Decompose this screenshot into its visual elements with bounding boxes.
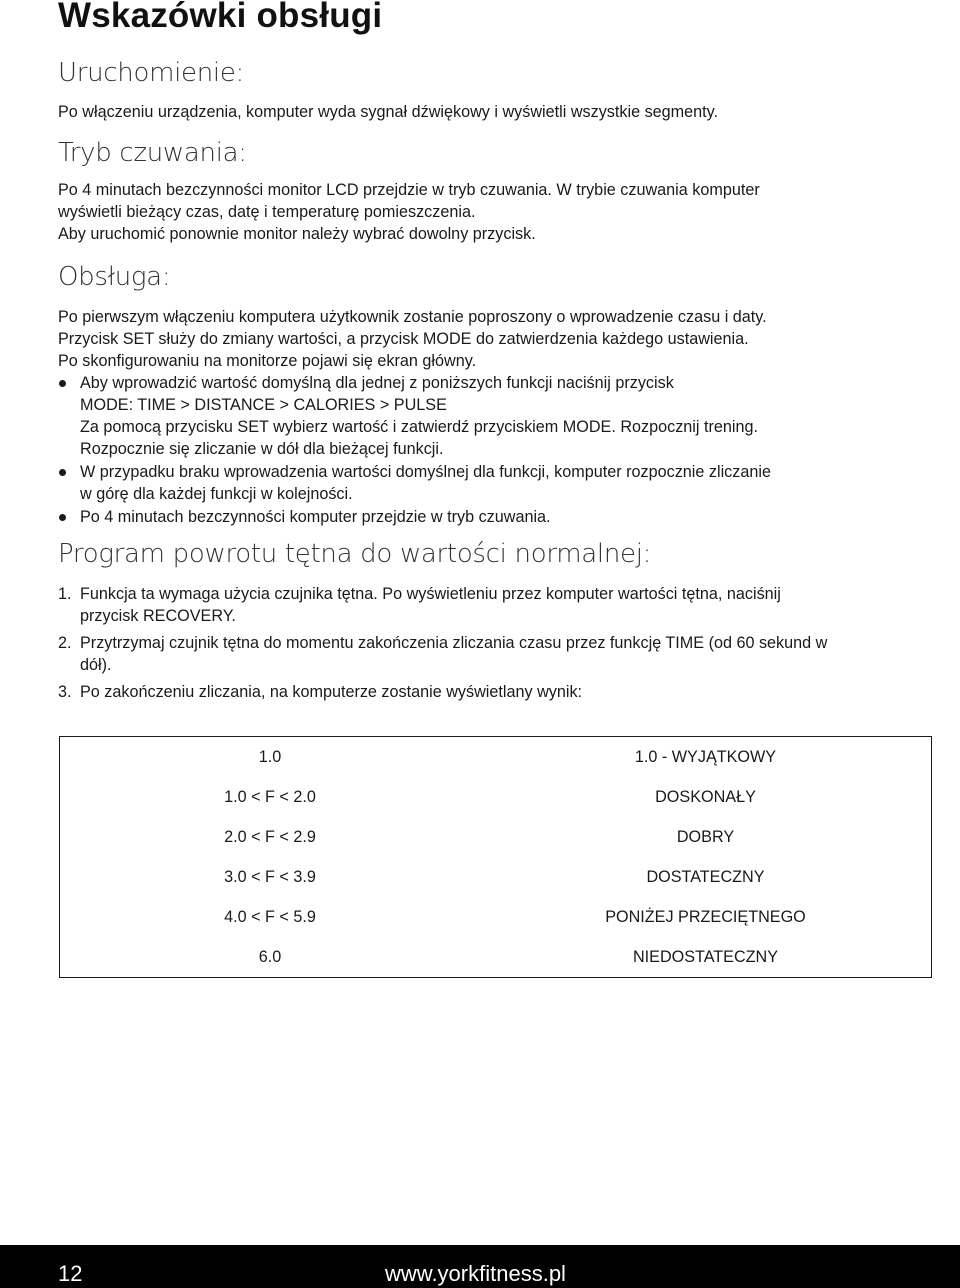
page-footer: [0, 1245, 960, 1288]
table-cell-range: 2.0 < F < 2.9: [224, 827, 316, 846]
section-heading-recovery: Program powrotu tętna do wartości normalnej:: [58, 539, 652, 569]
text-line: wyświetli bieżący czas, datę i temperaturę pomieszczenia.: [58, 203, 476, 221]
table-row: [60, 857, 932, 897]
page-title: Wskazówki obsługi: [58, 0, 383, 35]
list-item: [58, 632, 908, 676]
text-line: Przytrzymaj czujnik tętna do momentu zakończenia zliczania czasu przez funkcję TIME (od 60 sekund w: [80, 634, 828, 652]
operation-bullets: [58, 372, 918, 528]
table-cell-range: 4.0 < F < 5.9: [224, 907, 316, 926]
list-item: [58, 372, 918, 460]
table-row: [60, 937, 932, 978]
step-number: 3.: [58, 683, 72, 701]
text-line: w górę dla każdej funkcji w kolejności.: [80, 485, 353, 503]
table-row: [60, 817, 932, 857]
text-line: MODE: TIME > DISTANCE > CALORIES > PULSE: [80, 396, 447, 414]
list-item: [58, 681, 908, 703]
list-item: [58, 506, 918, 528]
step-number: 1.: [58, 585, 72, 603]
section-heading-startup: Uruchomienie:: [58, 58, 244, 88]
startup-text: [58, 101, 908, 123]
text-line: dół).: [80, 656, 112, 674]
table-cell-range: 3.0 < F < 3.9: [224, 867, 316, 886]
text-line: Aby uruchomić ponownie monitor należy wybrać dowolny przycisk.: [58, 225, 536, 243]
list-item: [58, 583, 908, 627]
text-line: Przycisk SET służy do zmiany wartości, a przycisk MODE do zatwierdzenia każdego ustawienia.: [58, 330, 749, 348]
section-heading-operation: Obsługa:: [58, 262, 171, 292]
operation-text: [58, 306, 908, 372]
table-cell-rating: NIEDOSTATECZNY: [632, 947, 779, 966]
table-row: [60, 897, 932, 937]
footer-url: www.yorkfitness.pl: [385, 1261, 566, 1286]
text-line: przycisk RECOVERY.: [80, 607, 236, 625]
text-line: Po włączeniu urządzenia, komputer wyda sygnał dźwiękowy i wyświetli wszystkie segmenty.: [58, 103, 719, 121]
table-cell-range: 1.0: [258, 747, 282, 766]
table-row: [60, 777, 932, 817]
recovery-steps: [58, 583, 908, 703]
text-line: Po skonfigurowaniu na monitorze pojawi się ekran główny.: [58, 352, 477, 370]
text-line: Po zakończeniu zliczania, na komputerze zostanie wyświetlany wynik:: [80, 683, 583, 701]
table-row: [60, 737, 932, 778]
table-cell-rating: DOSTATECZNY: [646, 867, 765, 886]
table-cell-range: 6.0: [258, 947, 282, 966]
text-line: Funkcja ta wymaga użycia czujnika tętna. Po wyświetleniu przez komputer wartości tętna, naciśnij: [80, 585, 781, 603]
table-cell-rating: PONIŻEJ PRZECIĘTNEGO: [605, 907, 806, 926]
results-table: [59, 736, 932, 978]
text-line: Po 4 minutach bezczynności komputer przejdzie w tryb czuwania.: [80, 508, 551, 526]
table-cell-rating: 1.0 - WYJĄTKOWY: [634, 747, 777, 766]
step-number: 2.: [58, 634, 72, 652]
table-cell-range: 1.0 < F < 2.0: [224, 787, 316, 806]
page-number: 12: [58, 1261, 83, 1286]
text-line: Rozpocznie się zliczanie w dół dla bieżącej funkcji.: [80, 440, 444, 458]
table-cell-rating: DOBRY: [676, 827, 735, 846]
standby-text: [58, 179, 908, 245]
section-heading-standby: Tryb czuwania:: [58, 138, 247, 168]
text-line: Po 4 minutach bezczynności monitor LCD przejdzie w tryb czuwania. W trybie czuwania komputer: [58, 181, 760, 199]
table-cell-rating: DOSKONAŁY: [655, 787, 756, 806]
text-line: W przypadku braku wprowadzenia wartości domyślnej dla funkcji, komputer rozpocznie zliczanie: [80, 463, 771, 481]
list-item: [58, 461, 918, 505]
text-line: Po pierwszym włączeniu komputera użytkownik zostanie poproszony o wprowadzenie czasu i daty.: [58, 308, 767, 326]
text-line: Aby wprowadzić wartość domyślną dla jednej z poniższych funkcji naciśnij przycisk: [80, 374, 674, 392]
text-line: Za pomocą przycisku SET wybierz wartość i zatwierdź przyciskiem MODE. Rozpocznij trening.: [80, 418, 758, 436]
